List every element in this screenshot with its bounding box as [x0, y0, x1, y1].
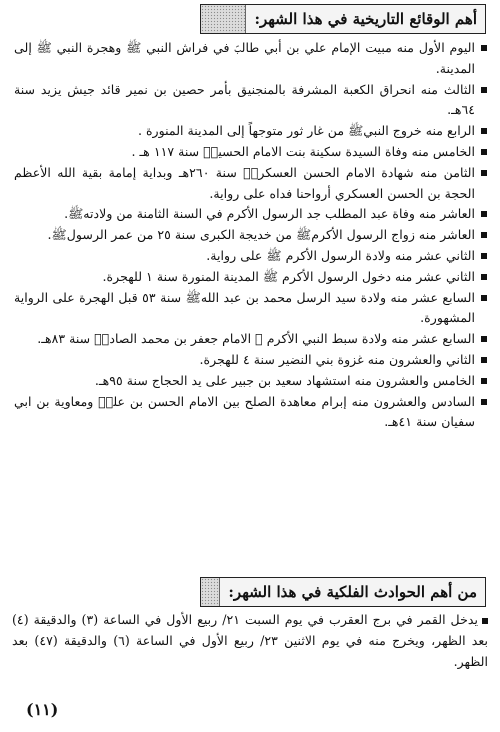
- astronomy-section-header: [200, 577, 486, 607]
- event-item: [14, 329, 488, 350]
- page-number: (١١): [26, 700, 59, 719]
- bullet-marker: [481, 357, 487, 363]
- event-item: [14, 163, 488, 205]
- bullet-marker: [481, 149, 487, 155]
- astronomy-paragraph: [12, 609, 488, 672]
- event-item: [14, 121, 488, 142]
- event-item: [14, 204, 488, 225]
- event-item: [14, 392, 488, 434]
- event-text: الثاني عشر منه دخول الرسول الأكرم ﷺ المدينة المنورة سنة ١ للهجرة.: [102, 268, 475, 284]
- event-item: [14, 288, 488, 330]
- bullet-marker: [481, 336, 487, 342]
- bullet-marker: [481, 378, 487, 384]
- history-section-header: [200, 4, 486, 34]
- event-text: الرابع منه خروج النبيﷺ من غار ثور متوجهاً إلى المدينة المنورة .: [137, 123, 475, 139]
- event-item: [14, 371, 488, 392]
- bullet-marker: [481, 45, 487, 51]
- event-item: [14, 267, 488, 288]
- astronomy-section-title: من أهم الحوادث الفلكية في هذا الشهر:: [219, 578, 485, 606]
- events-list: [14, 38, 488, 433]
- event-item: [14, 350, 488, 371]
- event-text: الثاني عشر منه ولادة الرسول الأكرم ﷺ على رواية.: [206, 247, 475, 263]
- event-text: العاشر منه وفاة عبد المطلب جد الرسول الأكرم في السنة الثامنة من ولادتهﷺ.: [64, 206, 475, 222]
- event-text: السادس والعشرون منه إبرام معاهدة الصلح بين الامام الحسن بن عليؑ ومعاوية بن ابي سفيان سنة ٤١هـ.: [14, 393, 475, 430]
- event-text: الثاني والعشرون منه غزوة بني النضير سنة ٤ للهجرة.: [199, 351, 475, 367]
- bullet-marker: [481, 87, 487, 93]
- astronomy-text: يدخل القمر في برج العقرب في يوم السبت ٢١/ ربيع الأول في الساعة (٣) والدقيقة (٤) بعد الظهر، ويخرج منه في يوم الاثنين ٢٣/ ربيع الأول في الساعة (٦) والدقيقة (٤٧) بعد الظهر.: [12, 612, 489, 669]
- bullet-marker: [481, 274, 487, 280]
- bullet-marker: [481, 211, 487, 217]
- bullet-marker: [481, 128, 487, 134]
- event-text: السابع عشر منه ولادة سيد الرسل محمد بن عبد اللهﷺ سنة ٥٣ قبل الهجرة على الرواية المشهورة.: [14, 289, 475, 326]
- bullet-marker: [481, 295, 487, 301]
- event-item: [14, 246, 488, 267]
- bullet-marker: [481, 170, 487, 176]
- event-text: اليوم الأول منه مبيت الإمام علي بن أبي طالبؑ في فراش النبي ﷺ وهجرة النبي ﷺ إلى المدينة.: [14, 40, 475, 76]
- history-section-title: أهم الوقائع التاريخية في هذا الشهر:: [245, 5, 485, 33]
- event-text: السابع عشر منه ولادة سبط النبي الأكرم ﷺ الامام جعفر بن محمد الصادقؑ سنة ٨٣هـ.: [37, 331, 475, 347]
- event-item: [14, 38, 488, 80]
- event-item: [14, 142, 488, 163]
- bullet-marker: [481, 399, 487, 405]
- event-text: الثامن منه شهادة الامام الحسن العسكريؑ سنة ٢٦٠هـ وبداية إمامة بقية الله الأعظم الحجة بن الحسن العسكري أرواحنا فداه على رواية.: [14, 164, 475, 201]
- event-text: العاشر منه زواج الرسول الأكرمﷺ من خديجة الكبرى سنة ٢٥ من عمر الرسولﷺ.: [47, 227, 475, 243]
- bullet-marker: [482, 618, 488, 624]
- bullet-marker: [481, 253, 487, 259]
- event-text: الخامس منه وفاة السيدة سكينة بنت الامام الحسينؑ سنة ١١٧ هـ .: [131, 143, 475, 159]
- event-item: [14, 225, 488, 246]
- bullet-marker: [481, 232, 487, 238]
- event-text: الخامس والعشرون منه استشهاد سعيد بن جبير على يد الحجاج سنة ٩٥هـ.: [94, 372, 475, 388]
- event-item: [14, 80, 488, 122]
- event-text: الثالث منه انحراق الكعبة المشرفة بالمنجنيق بأمر حصين بن نمير قائد جيش يزيد سنة ٦٤هـ.: [14, 81, 475, 118]
